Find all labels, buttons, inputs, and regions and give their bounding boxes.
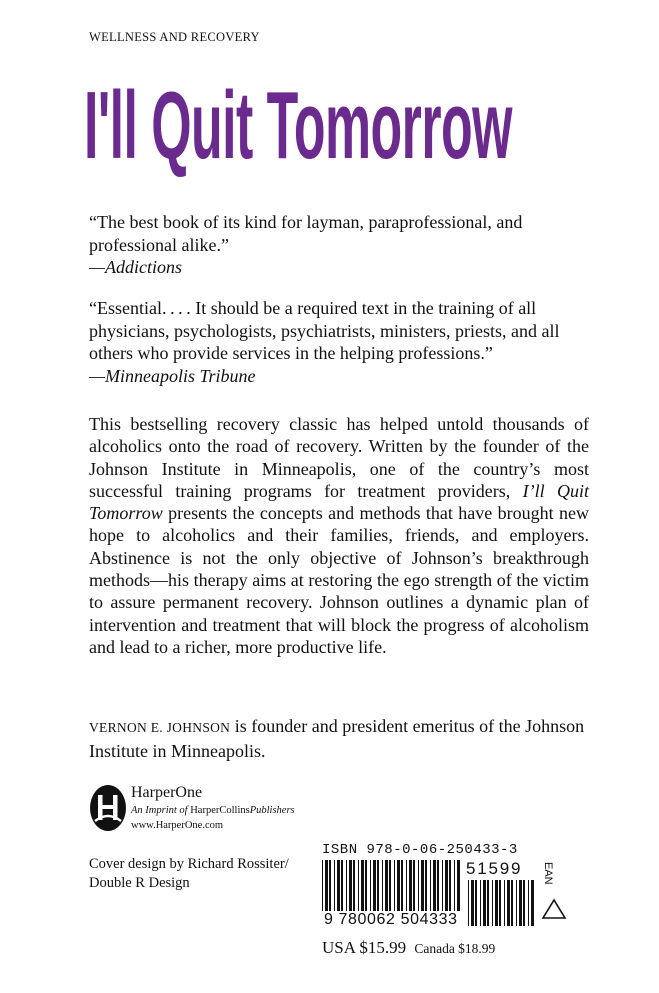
price-usa: USA $15.99: [322, 938, 407, 957]
barcode-bar: [483, 880, 486, 926]
barcode-bar: [468, 880, 469, 926]
credit-line-2: Double R Design: [89, 874, 190, 891]
quote-source: —Minneapolis Tribune: [89, 365, 256, 386]
publisher-imprint: [131, 805, 295, 816]
barcode-bar: [531, 880, 534, 926]
barcode-bar: [511, 880, 513, 926]
barcode-bar: [495, 880, 498, 926]
imprint-house: HarperCollins: [190, 805, 250, 816]
isbn-label: ISBN 978-0-06-250433-3: [322, 842, 518, 858]
addon-digits: 51599: [466, 859, 523, 878]
author-bio-text: is founder and president emeritus of the Johnson Institute in Minneapolis.: [89, 716, 585, 761]
publisher-name: HarperOne: [131, 784, 203, 801]
description-title: I’ll Quit Tomorrow: [89, 480, 589, 524]
author-name: VERNON E. JOHNSON: [89, 720, 231, 735]
barcode-bar: [528, 880, 529, 926]
review-quote-2: [89, 297, 589, 387]
barcode-bar: [475, 880, 477, 926]
barcode-bar: [507, 880, 510, 926]
description-part-2: presents the concepts and methods that have brought new hope to alcoholics and their families, friends, and employers. Abstinence is not the only objective of Johnson’s breakthrough methods—his therapy aims at restoring the ego strength of the victim to assure permanent recovery. Johnson outlines a dynamic plan of intervention and treatment that will block the progress of alcoholism and lead to a richer, more productive life.: [89, 503, 590, 657]
barcode-bar: [523, 880, 525, 926]
barcode-bar: [516, 880, 517, 926]
description-part-1: This bestselling recovery classic has helped untold thousands of alcoholics onto the road of recovery. Written by the founder of the Johnson Institute in Minneapolis, one of the country’s most successful training programs for treatment providers,: [89, 414, 589, 501]
category-label: WELLNESS AND RECOVERY: [89, 30, 260, 44]
isbn-barcode: [308, 842, 575, 938]
book-description: [89, 413, 589, 658]
quote-text: “The best book of its kind for layman, paraprofessional, and professional alike.”: [89, 212, 523, 255]
imprint-prefix: An Imprint of: [131, 805, 188, 816]
quote-source: —Addictions: [89, 257, 182, 277]
barcode-bar: [471, 880, 474, 926]
imprint-suffix: Publishers: [249, 805, 295, 816]
cover-credit: [89, 855, 289, 892]
publisher-url: www.HarperOne.com: [131, 820, 224, 831]
price-line: [322, 938, 495, 958]
barcode-bar: [487, 880, 489, 926]
harperone-logo-icon: [89, 784, 127, 832]
barcode-bar: [492, 880, 493, 926]
author-bio: [89, 715, 589, 762]
publisher-block: [89, 784, 349, 840]
book-title: I'll Quit Tomorrow: [84, 72, 512, 179]
barcode-bar: [480, 880, 481, 926]
ean-label: EAN: [542, 862, 554, 885]
price-canada: Canada $18.99: [414, 941, 496, 956]
barcode-bar: [519, 880, 522, 926]
quote-text: “Essential. . . . It should be a required text in the training of all physicians, psychologists, psychiatrists, ministers, priests, and all others who provide services in the helping professions.”: [89, 298, 560, 363]
review-quote-1: [89, 211, 589, 279]
barcode-bar: [504, 880, 505, 926]
barcode-digits: 9 780062 504333: [324, 911, 458, 928]
barcode-bar: [499, 880, 501, 926]
ean-triangle-icon: [541, 898, 567, 920]
credit-line-1: Cover design by Richard Rossiter/: [89, 856, 289, 872]
